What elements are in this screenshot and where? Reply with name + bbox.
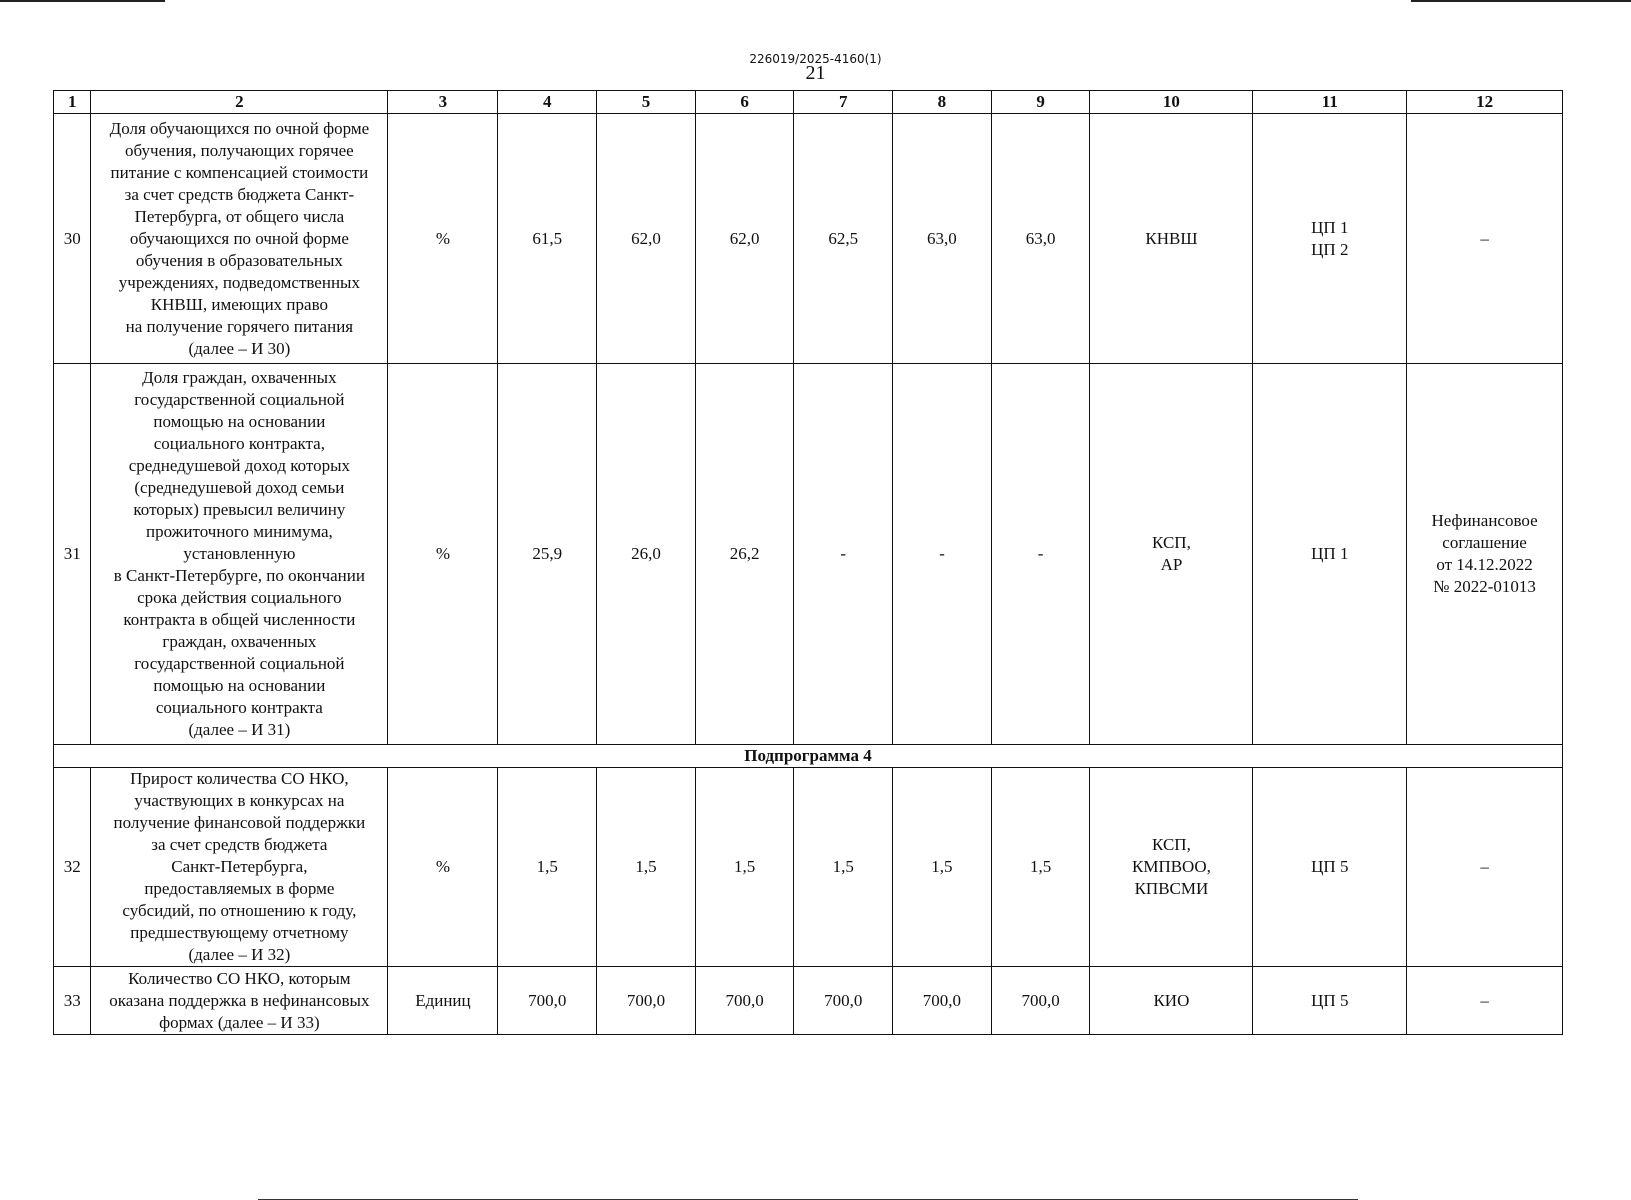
column-header: 3 bbox=[388, 91, 498, 114]
indicator-text: Количество СО НКО, которым оказана поддержка в нефинансовых формах (далее – И 33) bbox=[91, 967, 388, 1035]
column-header: 9 bbox=[991, 91, 1090, 114]
unit-cell: % bbox=[388, 114, 498, 364]
column-header: 1 bbox=[54, 91, 91, 114]
value-cell: 1,5 bbox=[498, 768, 597, 967]
column-header: 2 bbox=[91, 91, 388, 114]
column-header: 6 bbox=[695, 91, 794, 114]
document-id: 226019/2025-4160(1) bbox=[749, 52, 882, 66]
value-cell: 25,9 bbox=[498, 364, 597, 745]
column-header: 12 bbox=[1407, 91, 1563, 114]
note-cell: Нефинансовое соглашение от 14.12.2022 № 2022-01013 bbox=[1407, 364, 1563, 745]
indicator-text: Прирост количества СО НКО, участвующих в конкурсах на получение финансовой поддержки за счет средств бюджета Санкт-Петербурга, предоставляемых в форме субсидий, по отношению к году, предшествующему отчетному (далее – И 32) bbox=[91, 768, 388, 967]
note-cell: – bbox=[1407, 114, 1563, 364]
program-cell: ЦП 1 ЦП 2 bbox=[1253, 114, 1407, 364]
column-header: 11 bbox=[1253, 91, 1407, 114]
column-header: 5 bbox=[597, 91, 696, 114]
value-cell: 26,2 bbox=[695, 364, 794, 745]
value-cell: 61,5 bbox=[498, 114, 597, 364]
indicator-text: Доля обучающихся по очной форме обучения, получающих горячее питание с компенсацией стоимости за счет средств бюджета Санкт- Петербурга, от общего числа обучающихся по очной форме обучения в образовательных учреждениях, подведомственных КНВШ, имеющих право на получение горячего питания (далее – И 30) bbox=[91, 114, 388, 364]
value-cell: 700,0 bbox=[991, 967, 1090, 1035]
value-cell: 700,0 bbox=[794, 967, 893, 1035]
value-cell: 1,5 bbox=[597, 768, 696, 967]
column-header: 8 bbox=[893, 91, 992, 114]
unit-cell: % bbox=[388, 768, 498, 967]
indicator-text: Доля граждан, охваченных государственной социальной помощью на основании социального контракта, среднедушевой доход которых (среднедушевой доход семьи которых) превысил величину прожиточного минимума, установленную в Санкт-Петербурге, по окончании срока действия социального контракта в общей численности граждан, охваченных государственной социальной помощью на основании социального контракта (далее – И 31) bbox=[91, 364, 388, 745]
unit-cell: % bbox=[388, 364, 498, 745]
table-row bbox=[54, 768, 1563, 967]
row-number: 30 bbox=[54, 114, 91, 364]
responsible-cell: КИО bbox=[1090, 967, 1253, 1035]
responsible-cell: КСП, КМПВОО, КПВСМИ bbox=[1090, 768, 1253, 967]
column-header: 4 bbox=[498, 91, 597, 114]
table-row bbox=[54, 114, 1563, 364]
value-cell: 1,5 bbox=[893, 768, 992, 967]
responsible-cell: КСП, АР bbox=[1090, 364, 1253, 745]
unit-cell: Единиц bbox=[388, 967, 498, 1035]
table-row bbox=[54, 364, 1563, 745]
row-number: 33 bbox=[54, 967, 91, 1035]
note-cell: – bbox=[1407, 967, 1563, 1035]
value-cell: 1,5 bbox=[991, 768, 1090, 967]
page-number: 21 bbox=[805, 62, 826, 84]
value-cell: - bbox=[794, 364, 893, 745]
scan-top-line-left bbox=[0, 0, 165, 2]
value-cell: 63,0 bbox=[893, 114, 992, 364]
value-cell: 62,0 bbox=[695, 114, 794, 364]
column-header: 7 bbox=[794, 91, 893, 114]
note-cell: – bbox=[1407, 768, 1563, 967]
value-cell: 62,0 bbox=[597, 114, 696, 364]
column-header: 10 bbox=[1090, 91, 1253, 114]
program-cell: ЦП 1 bbox=[1253, 364, 1407, 745]
value-cell: 1,5 bbox=[794, 768, 893, 967]
scan-top-line-right bbox=[1411, 0, 1631, 2]
value-cell: 1,5 bbox=[695, 768, 794, 967]
table-row bbox=[54, 967, 1563, 1035]
value-cell: 700,0 bbox=[893, 967, 992, 1035]
row-number: 32 bbox=[54, 768, 91, 967]
value-cell: 700,0 bbox=[695, 967, 794, 1035]
program-cell: ЦП 5 bbox=[1253, 768, 1407, 967]
column-header-row bbox=[54, 91, 1563, 114]
value-cell: 700,0 bbox=[597, 967, 696, 1035]
responsible-cell: КНВШ bbox=[1090, 114, 1253, 364]
value-cell: 63,0 bbox=[991, 114, 1090, 364]
value-cell: 700,0 bbox=[498, 967, 597, 1035]
value-cell: - bbox=[893, 364, 992, 745]
indicators-table bbox=[53, 90, 1563, 1035]
value-cell: - bbox=[991, 364, 1090, 745]
row-number: 31 bbox=[54, 364, 91, 745]
subprogram-row bbox=[54, 745, 1563, 768]
program-cell: ЦП 5 bbox=[1253, 967, 1407, 1035]
value-cell: 26,0 bbox=[597, 364, 696, 745]
subprogram-heading: Подпрограмма 4 bbox=[54, 745, 1563, 768]
value-cell: 62,5 bbox=[794, 114, 893, 364]
